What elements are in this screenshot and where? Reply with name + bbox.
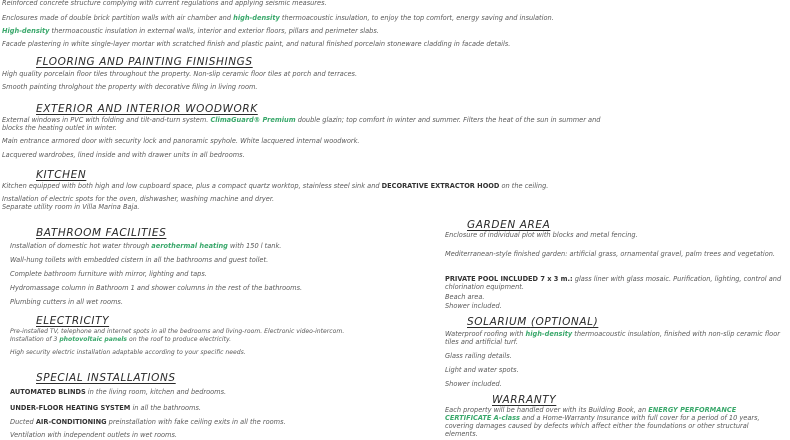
garden-line-1: Enclosure of individual plot with blocks and metal fencing. xyxy=(445,231,638,239)
bathroom-line-2: Wall-hung toilets with embedded cistern in all the bathrooms and guest toilet. xyxy=(10,256,269,264)
solarium-line-2: Glass railing details. xyxy=(445,352,512,360)
structure-line-4: Facade plastering in white single-layer mortar with scratched finish and plastic paint, and natural finished porcelain stoneware cladding in facade details. xyxy=(2,40,511,48)
garden-line-4: Beach area. xyxy=(445,293,485,301)
bathroom-line-1: Installation of domestic hot water through aerothermal heating with 150 l tank. xyxy=(10,242,282,250)
flooring-line-2: Smooth painting throlghout the property with decorative filing in living room. xyxy=(2,83,258,91)
kitchen-heading: KITCHEN xyxy=(36,169,87,181)
garden-line-2: Mediterranean-style finished garden: artificial grass, ornamental gravel, palm trees and vegetation. xyxy=(445,250,776,258)
solarium-line-4: Shower included. xyxy=(445,380,502,388)
garden-line-3: PRIVATE POOL INCLUDED 7 x 3 m.: glass liner with glass mosaic. Purification, lighting, control and chlorination equipment. xyxy=(445,275,782,291)
bathroom-line-3: Complete bathroom furniture with mirror, lighting and taps. xyxy=(10,270,207,278)
structure-line-2: Enclosures made of double brick partition walls with air chamber and high-density thermoacoustic insulation, to enjoy the top comfort, energy saving and insulation. xyxy=(2,14,554,22)
warranty-heading: WARRANTY xyxy=(492,394,557,406)
woodwork-line-2: Main entrance armored door with security lock and panoramic spyhole. White lacquered internal woodwork. xyxy=(2,137,360,145)
kitchen-line-3: Separate utility room in Villa Marina Baja. xyxy=(2,203,140,211)
kitchen-line-1: Kitchen equipped with both high and low cupboard space, plus a compact quartz worktop, stainless steel sink and DECORATIVE EXTRACTOR HOOD on the ceiling. xyxy=(2,182,549,190)
solarium-line-1: Waterproof roofing with high-density thermoacoustic insulation, finished with non-slip ceramic floor tiles and artificial turf. xyxy=(445,330,780,346)
flooring-heading: FLOORING AND PAINTING FINISHINGS xyxy=(36,56,253,68)
special-heading: SPECIAL INSTALLATIONS xyxy=(36,372,176,384)
solarium-heading: SOLARIUM (OPTIONAL) xyxy=(467,316,599,328)
warranty-text: Each property will be handled over with its Building Book, an ENERGY PERFORMANCE CERTIFICATE A-class and a Home-Warranty Insurance with full cover for a period of 10 years, covering damages caused by defects which affect either the foundations or other structural elements. xyxy=(445,406,760,438)
electricity-line-1: Pre-installed TV, telephone and internet spots in all the bedrooms and living-room. Electronic video-intercom. xyxy=(10,328,345,335)
bathroom-line-5: Plumbing cutters in all wet rooms. xyxy=(10,298,123,306)
kitchen-line-2: Installation of electric spots for the oven, dishwasher, washing machine and dryer. xyxy=(2,195,275,203)
bathroom-heading: BATHROOM FACILITIES xyxy=(36,227,167,239)
woodwork-line-1: External windows in PVC with folding and tilt-and-turn system. ClimaGuard® Premium double glazin; top comfort in winter and summer. Filters the heat of the sun in summer and xyxy=(2,116,601,124)
solarium-optional-label: (OPTIONAL) xyxy=(530,316,599,328)
special-line-4: Ventilation with independent outlets in wet rooms. xyxy=(10,431,178,439)
electricity-line-2: Installation of 3 photovoltaic panels on the roof to produce electricity. xyxy=(10,336,232,343)
special-line-1: AUTOMATED BLINDS in the living room, kitchen and bedrooms. xyxy=(10,388,227,396)
structure-line-1: Reinforced concrete structure complying with current regulations and applying seismic measures. xyxy=(2,0,327,7)
electricity-heading: ELECTRICITY xyxy=(36,315,110,327)
electricity-line-3: High security electric installation adaptable according to your specific needs. xyxy=(10,349,246,356)
solarium-line-3: Light and water spots. xyxy=(445,366,519,374)
garden-heading: GARDEN AREA xyxy=(467,219,551,231)
bathroom-line-4: Hydromassage column in Bathroom 1 and shower columns in the rest of the bathrooms. xyxy=(10,284,303,292)
special-line-3: Ducted AIR-CONDITIONING preinstallation with fake ceiling exits in all the rooms. xyxy=(10,418,286,426)
special-line-2: UNDER-FLOOR HEATING SYSTEM in all the bathrooms. xyxy=(10,404,202,412)
woodwork-line-3: Lacquered wardrobes, lined inside and with drawer units in all bedrooms. xyxy=(2,151,245,159)
woodwork-line-1b: blocks the heating outlet in winter. xyxy=(2,124,117,132)
garden-line-5: Shower included. xyxy=(445,302,502,310)
flooring-line-1: High quality porcelain floor tiles throughout the property. Non-slip ceramic floor tiles at porch and terraces. xyxy=(2,70,358,78)
structure-line-3: High-density thermoacoustic insulation in external walls, interior and exterior floors, pillars and perimeter slabs. xyxy=(2,27,379,35)
woodwork-heading: EXTERIOR AND INTERIOR WOODWORK xyxy=(36,103,258,115)
